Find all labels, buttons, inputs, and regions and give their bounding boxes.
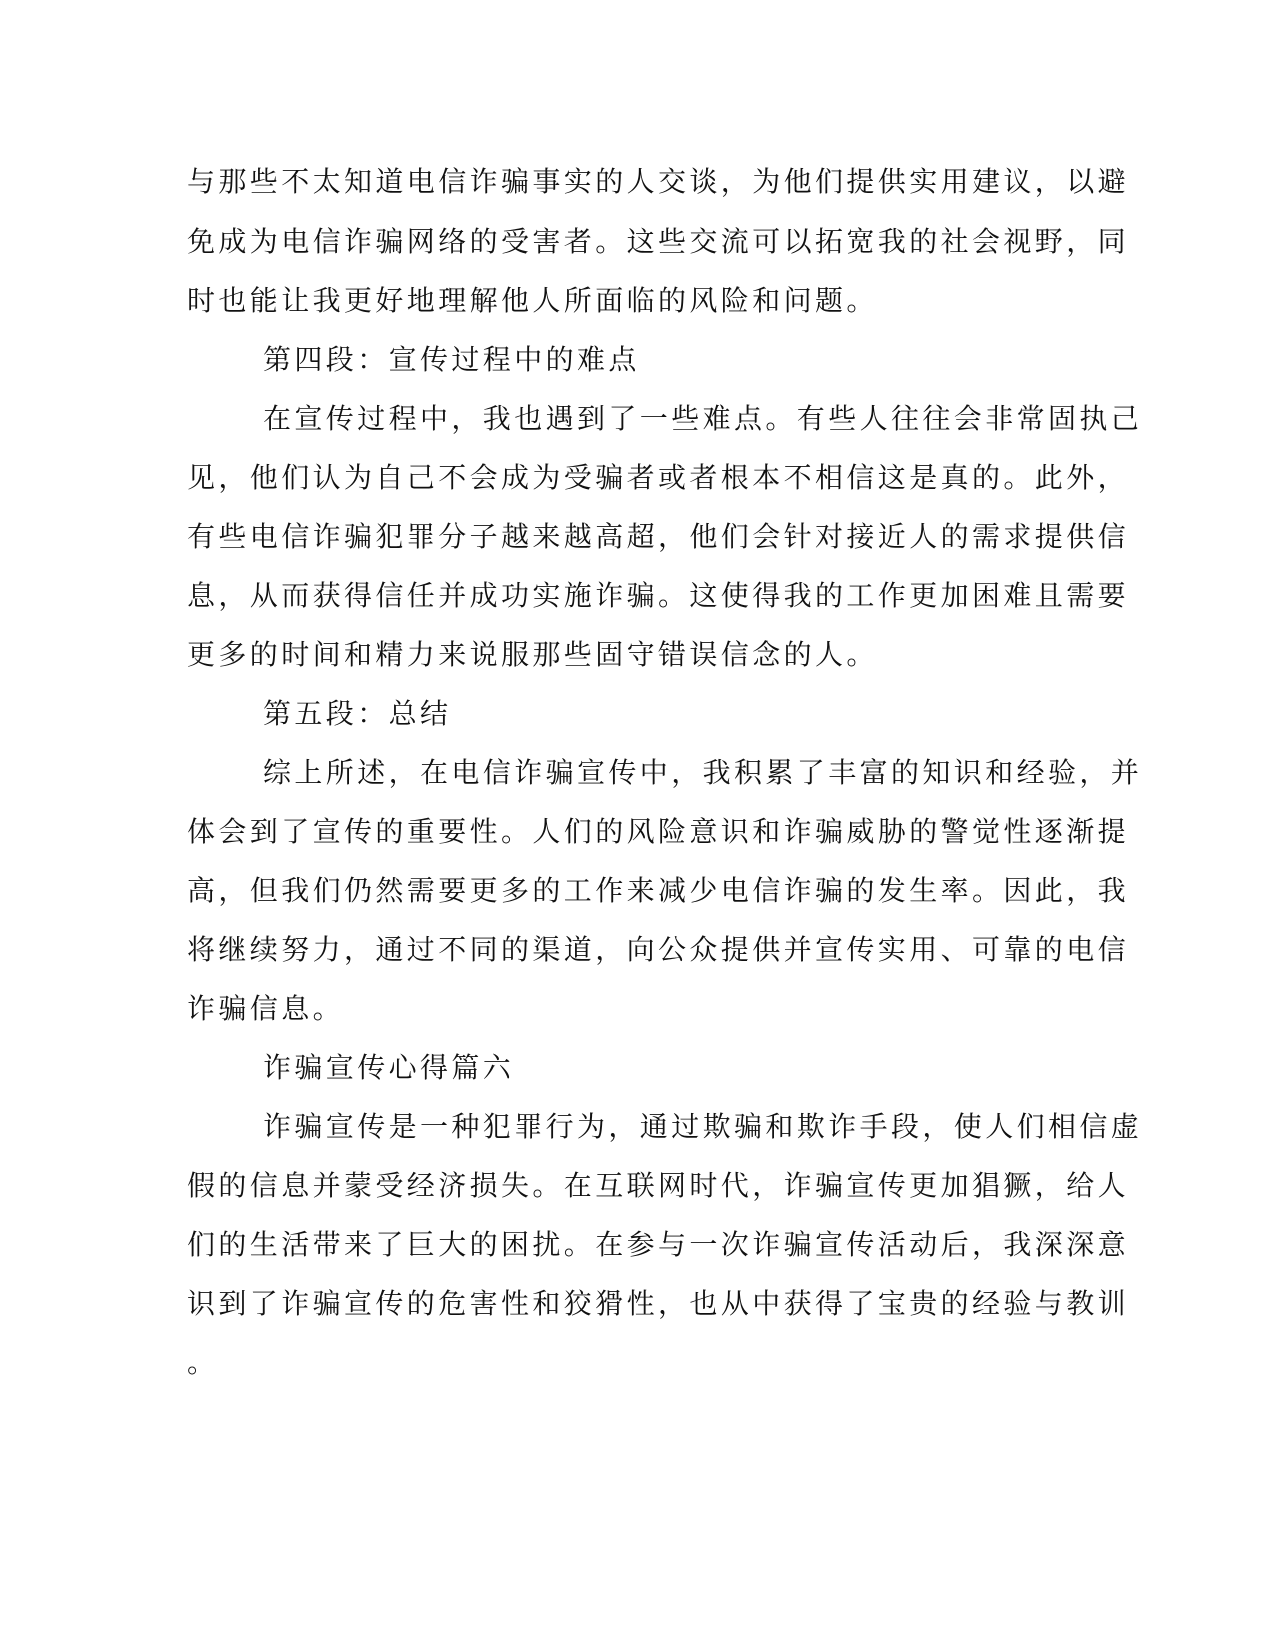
section-heading-4: 第四段：宣传过程中的难点 [263,343,640,376]
text-line: 时也能让我更好地理解他人所面临的风险和问题。 [187,284,878,317]
text-line: 体会到了宣传的重要性。人们的风险意识和诈骗威胁的警觉性逐渐提 [187,815,1130,848]
text-line: 息，从而获得信任并成功实施诈骗。这使得我的工作更加困难且需要 [187,579,1130,612]
text-line: 假的信息并蒙受经济损失。在互联网时代，诈骗宣传更加猖獗，给人 [187,1169,1130,1202]
text-line: 免成为电信诈骗网络的受害者。这些交流可以拓宽我的社会视野，同 [187,225,1130,258]
text-line: 。 [187,1346,219,1379]
text-line: 更多的时间和精力来说服那些固守错误信念的人。 [187,638,878,671]
section-heading-5: 第五段：总结 [263,697,452,730]
paragraph-first-line: 综上所述，在电信诈骗宣传中，我积累了丰富的知识和经验，并 [263,756,1143,789]
text-line: 们的生活带来了巨大的困扰。在参与一次诈骗宣传活动后，我深深意 [187,1228,1130,1261]
paragraph-first-line: 在宣传过程中，我也遇到了一些难点。有些人往往会非常固执己 [263,402,1143,435]
text-line: 有些电信诈骗犯罪分子越来越高超，他们会针对接近人的需求提供信 [187,520,1130,553]
article-title: 诈骗宣传心得篇六 [263,1051,515,1084]
paragraph-first-line: 诈骗宣传是一种犯罪行为，通过欺骗和欺诈手段，使人们相信虚 [263,1110,1143,1143]
text-line: 将继续努力，通过不同的渠道，向公众提供并宣传实用、可靠的电信 [187,933,1130,966]
text-line: 见，他们认为自己不会成为受骗者或者根本不相信这是真的。此外， [187,461,1130,494]
text-line: 高，但我们仍然需要更多的工作来减少电信诈骗的发生率。因此，我 [187,874,1130,907]
text-line: 与那些不太知道电信诈骗事实的人交谈，为他们提供实用建议，以避 [187,165,1130,198]
text-line: 识到了诈骗宣传的危害性和狡猾性，也从中获得了宝贵的经验与教训 [187,1287,1130,1320]
text-line: 诈骗信息。 [187,992,345,1025]
